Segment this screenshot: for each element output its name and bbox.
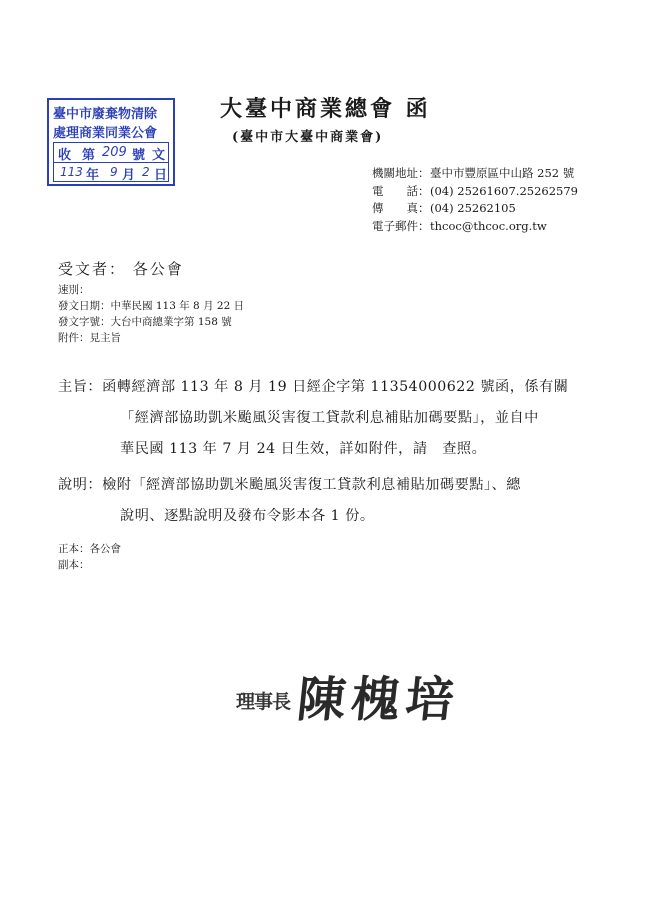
meta-number: 發文字號：大台中商總業字第 158 號 [58, 316, 232, 328]
original-copy: 正本：各公會 [58, 543, 121, 555]
stamp-month-char: 月 [122, 168, 136, 183]
contact-value: (04) 25261607.25262579 [430, 183, 578, 198]
document-meta [58, 282, 244, 346]
contact-label: 電 話： [372, 183, 430, 198]
contact-label: 機關地址： [372, 166, 430, 180]
meta-date: 發文日期：中華民國 113 年 8 月 22 日 [58, 300, 245, 312]
subject-label: 主旨： [58, 379, 103, 395]
contact-label: 電子郵件： [372, 218, 430, 233]
stamp-date-row [54, 163, 168, 182]
carbon-copy: 副本： [58, 559, 90, 571]
receipt-stamp [47, 98, 175, 186]
stamp-receive-char: 收 [58, 148, 72, 163]
explanation-section [58, 470, 521, 532]
document-subtitle: (臺中市大臺中商業會) [232, 130, 384, 145]
stamp-number-value: 209 [102, 145, 127, 160]
signature-name: 陳槐培 [294, 672, 463, 728]
subject-line-2: 「經濟部協助凱米颱風災害復工貸款利息補貼加碼要點」，並自中 [120, 410, 539, 426]
signature-block [226, 655, 476, 735]
explanation-label: 說明： [58, 477, 103, 493]
contact-value: (04) 25262105 [430, 201, 516, 215]
meta-attachment: 附件：見主旨 [58, 332, 121, 344]
stamp-grid [53, 142, 169, 182]
explanation-line-1: 檢附「經濟部協助凱米颱風災害復工貸款利息補貼加碼要點」、總 [102, 477, 521, 493]
stamp-year: 113 [60, 165, 83, 179]
meta-speed: 速別： [58, 284, 90, 296]
stamp-doc-char: 文 [152, 148, 166, 163]
contact-phone [372, 183, 578, 201]
copies-block [58, 541, 121, 573]
subject-section [58, 372, 568, 465]
stamp-year-char: 年 [86, 168, 100, 183]
contact-email [372, 218, 578, 236]
recipient: 受文者： 各公會 [58, 260, 184, 278]
contact-value: thcoc@thcoc.org.tw [430, 218, 547, 233]
signature-title: 理事長 [236, 691, 291, 713]
contact-fax [372, 200, 578, 218]
stamp-month: 9 [110, 165, 118, 179]
stamp-org-line1: 臺中市廢棄物清除 [53, 107, 158, 122]
contact-label: 傳 真： [372, 201, 430, 215]
stamp-number-row [54, 143, 168, 162]
stamp-number-suffix: 號 [132, 148, 146, 163]
stamp-number-label: 第 [82, 148, 96, 163]
contact-value: 臺中市豐原區中山路 252 號 [430, 166, 575, 180]
contact-address [372, 165, 578, 183]
stamp-day-char: 日 [154, 168, 168, 183]
stamp-day: 2 [142, 165, 150, 179]
stamp-org-line2: 處理商業同業公會 [53, 126, 158, 141]
subject-line-1: 函轉經濟部 113 年 8 月 19 日經企字第 11354000622 號函，係有關 [102, 379, 569, 395]
subject-line-3: 華民國 113 年 7 月 24 日生效，詳如附件，請 查照。 [120, 441, 487, 457]
explanation-line-2: 說明、逐點說明及發布令影本各 1 份。 [120, 508, 375, 524]
contact-block [372, 165, 578, 235]
document-title: 大臺中商業總會 函 [220, 96, 431, 122]
